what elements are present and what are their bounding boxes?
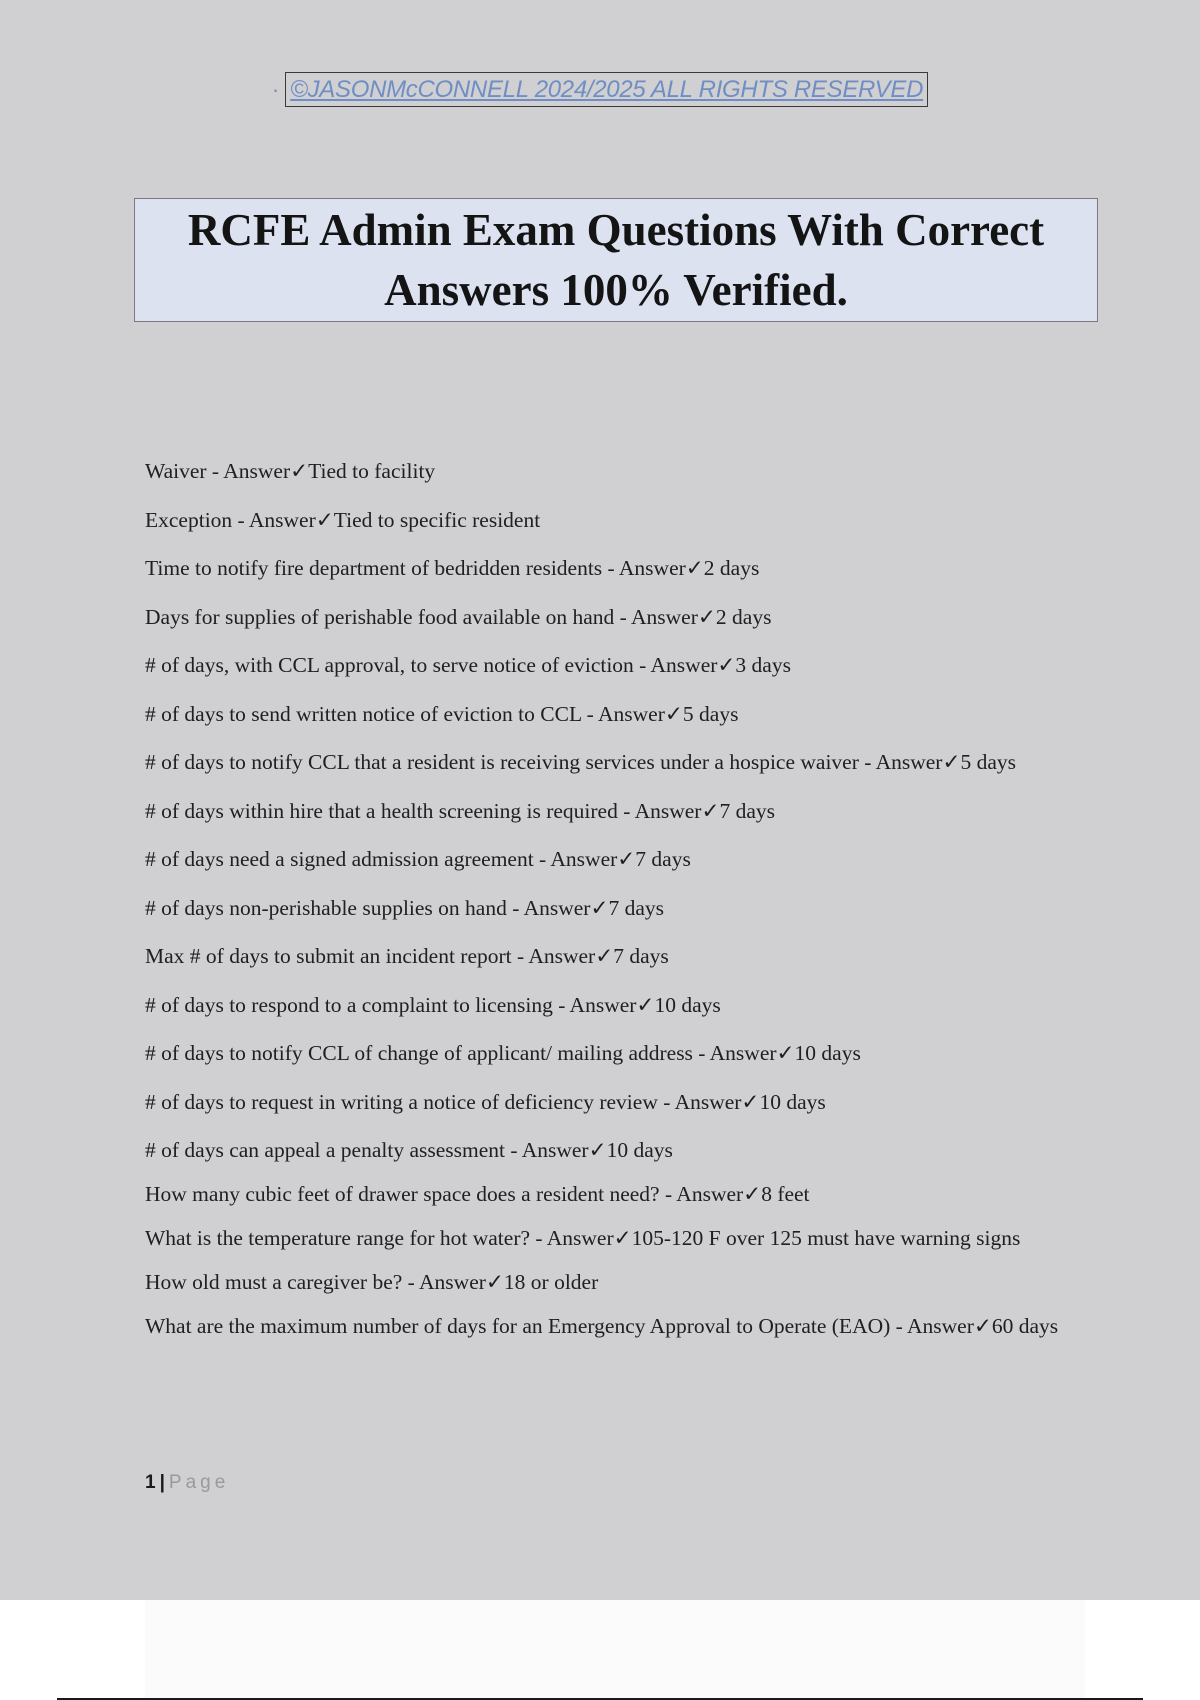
qa-item [145,796,1085,826]
copyright-notice: ©JASONMcCONNELL 2024/2025 ALL RIGHTS RESERVED [285,72,928,107]
copyright-bullet: · [271,76,280,102]
qa-question: # of days can appeal a penalty assessment - Answer✓ [145,1138,607,1162]
qa-question: What is the temperature range for hot water? - Answer✓ [145,1226,632,1250]
qa-question: # of days, with CCL approval, to serve notice of eviction - Answer✓ [145,653,736,677]
qa-answer: 10 days [794,1041,861,1065]
qa-answer: 2 days [715,604,772,629]
qa-question: # of days to notify CCL of change of applicant/ mailing address - Answer✓ [145,1041,795,1065]
page-number-value: 1 [145,1472,156,1493]
qa-answer: 10 days [654,992,721,1017]
qa-item [145,650,1085,680]
qa-answer: 10 days [606,1138,673,1162]
qa-item [145,1087,1085,1117]
title-line-1: RCFE Admin Exam Questions With Correct [187,205,1045,255]
qa-item [145,1135,1085,1165]
qa-answer: 7 days [608,895,665,920]
qa-item [145,1179,1085,1209]
title-line-2: Answers 100% Verified. [384,265,848,315]
qa-item [145,1038,1085,1068]
copyright-header [0,72,1200,107]
next-page-area [0,1600,1200,1700]
qa-question: Waiver - Answer✓ [145,459,309,483]
qa-item [145,1267,1085,1297]
qa-answer: 7 days [635,847,691,871]
qa-answer: 60 days [991,1314,1059,1338]
qa-question: # of days need a signed admission agreement - Answer✓ [145,847,636,871]
qa-list [145,456,1085,1355]
qa-item [145,553,1085,583]
qa-question: # of days to request in writing a notice of deficiency review - Answer✓ [145,1089,760,1114]
qa-item [145,1311,1085,1341]
qa-answer: 2 days [703,556,760,580]
page-number [145,1472,229,1494]
qa-question: How many cubic feet of drawer space does a resident need? - Answer✓ [145,1182,762,1206]
qa-item [145,602,1085,632]
title-box [134,198,1098,322]
qa-question: Max # of days to submit an incident report - Answer✓ [145,944,614,968]
qa-question: Time to notify fire department of bedridden residents - Answer✓ [145,556,704,580]
document-title [188,200,1044,320]
qa-item [145,505,1085,535]
qa-question: # of days to send written notice of eviction to CCL - Answer✓ [145,701,683,726]
qa-answer: 7 days [613,944,669,968]
page-number-separator: | [159,1472,165,1493]
qa-answer: Tied to facility [308,459,436,483]
qa-question: What are the maximum number of days for an Emergency Approval to Operate (EAO) - Answer✓ [145,1314,992,1338]
qa-question: How old must a caregiver be? - Answer✓ [145,1270,504,1294]
qa-item [145,893,1085,923]
qa-question: # of days to respond to a complaint to licensing - Answer✓ [145,992,655,1017]
qa-answer: Tied to specific resident [333,507,541,532]
qa-answer: 105-120 F over 125 must have warning signs [631,1226,1021,1250]
page-label: Page [168,1472,230,1493]
qa-item [145,844,1085,874]
qa-answer: 5 days [960,750,1017,774]
qa-question: Exception - Answer✓ [145,507,334,532]
qa-item [145,747,1085,777]
next-page-panel [145,1600,1085,1698]
qa-answer: 7 days [719,798,776,823]
qa-answer: 3 days [735,653,791,677]
qa-item [145,699,1085,729]
qa-item [145,990,1085,1020]
qa-question: # of days within hire that a health screening is required - Answer✓ [145,798,720,823]
qa-answer: 18 or older [503,1270,599,1294]
qa-answer: 10 days [759,1089,826,1114]
qa-item [145,1223,1085,1253]
qa-item [145,941,1085,971]
qa-answer: 8 feet [761,1182,810,1206]
qa-question: Days for supplies of perishable food available on hand - Answer✓ [145,604,716,629]
qa-item [145,456,1085,486]
qa-question: # of days non-perishable supplies on hand - Answer✓ [145,895,609,920]
qa-question: # of days to notify CCL that a resident is receiving services under a hospice waiver - Answer✓ [145,750,961,774]
qa-answer: 5 days [682,701,739,726]
